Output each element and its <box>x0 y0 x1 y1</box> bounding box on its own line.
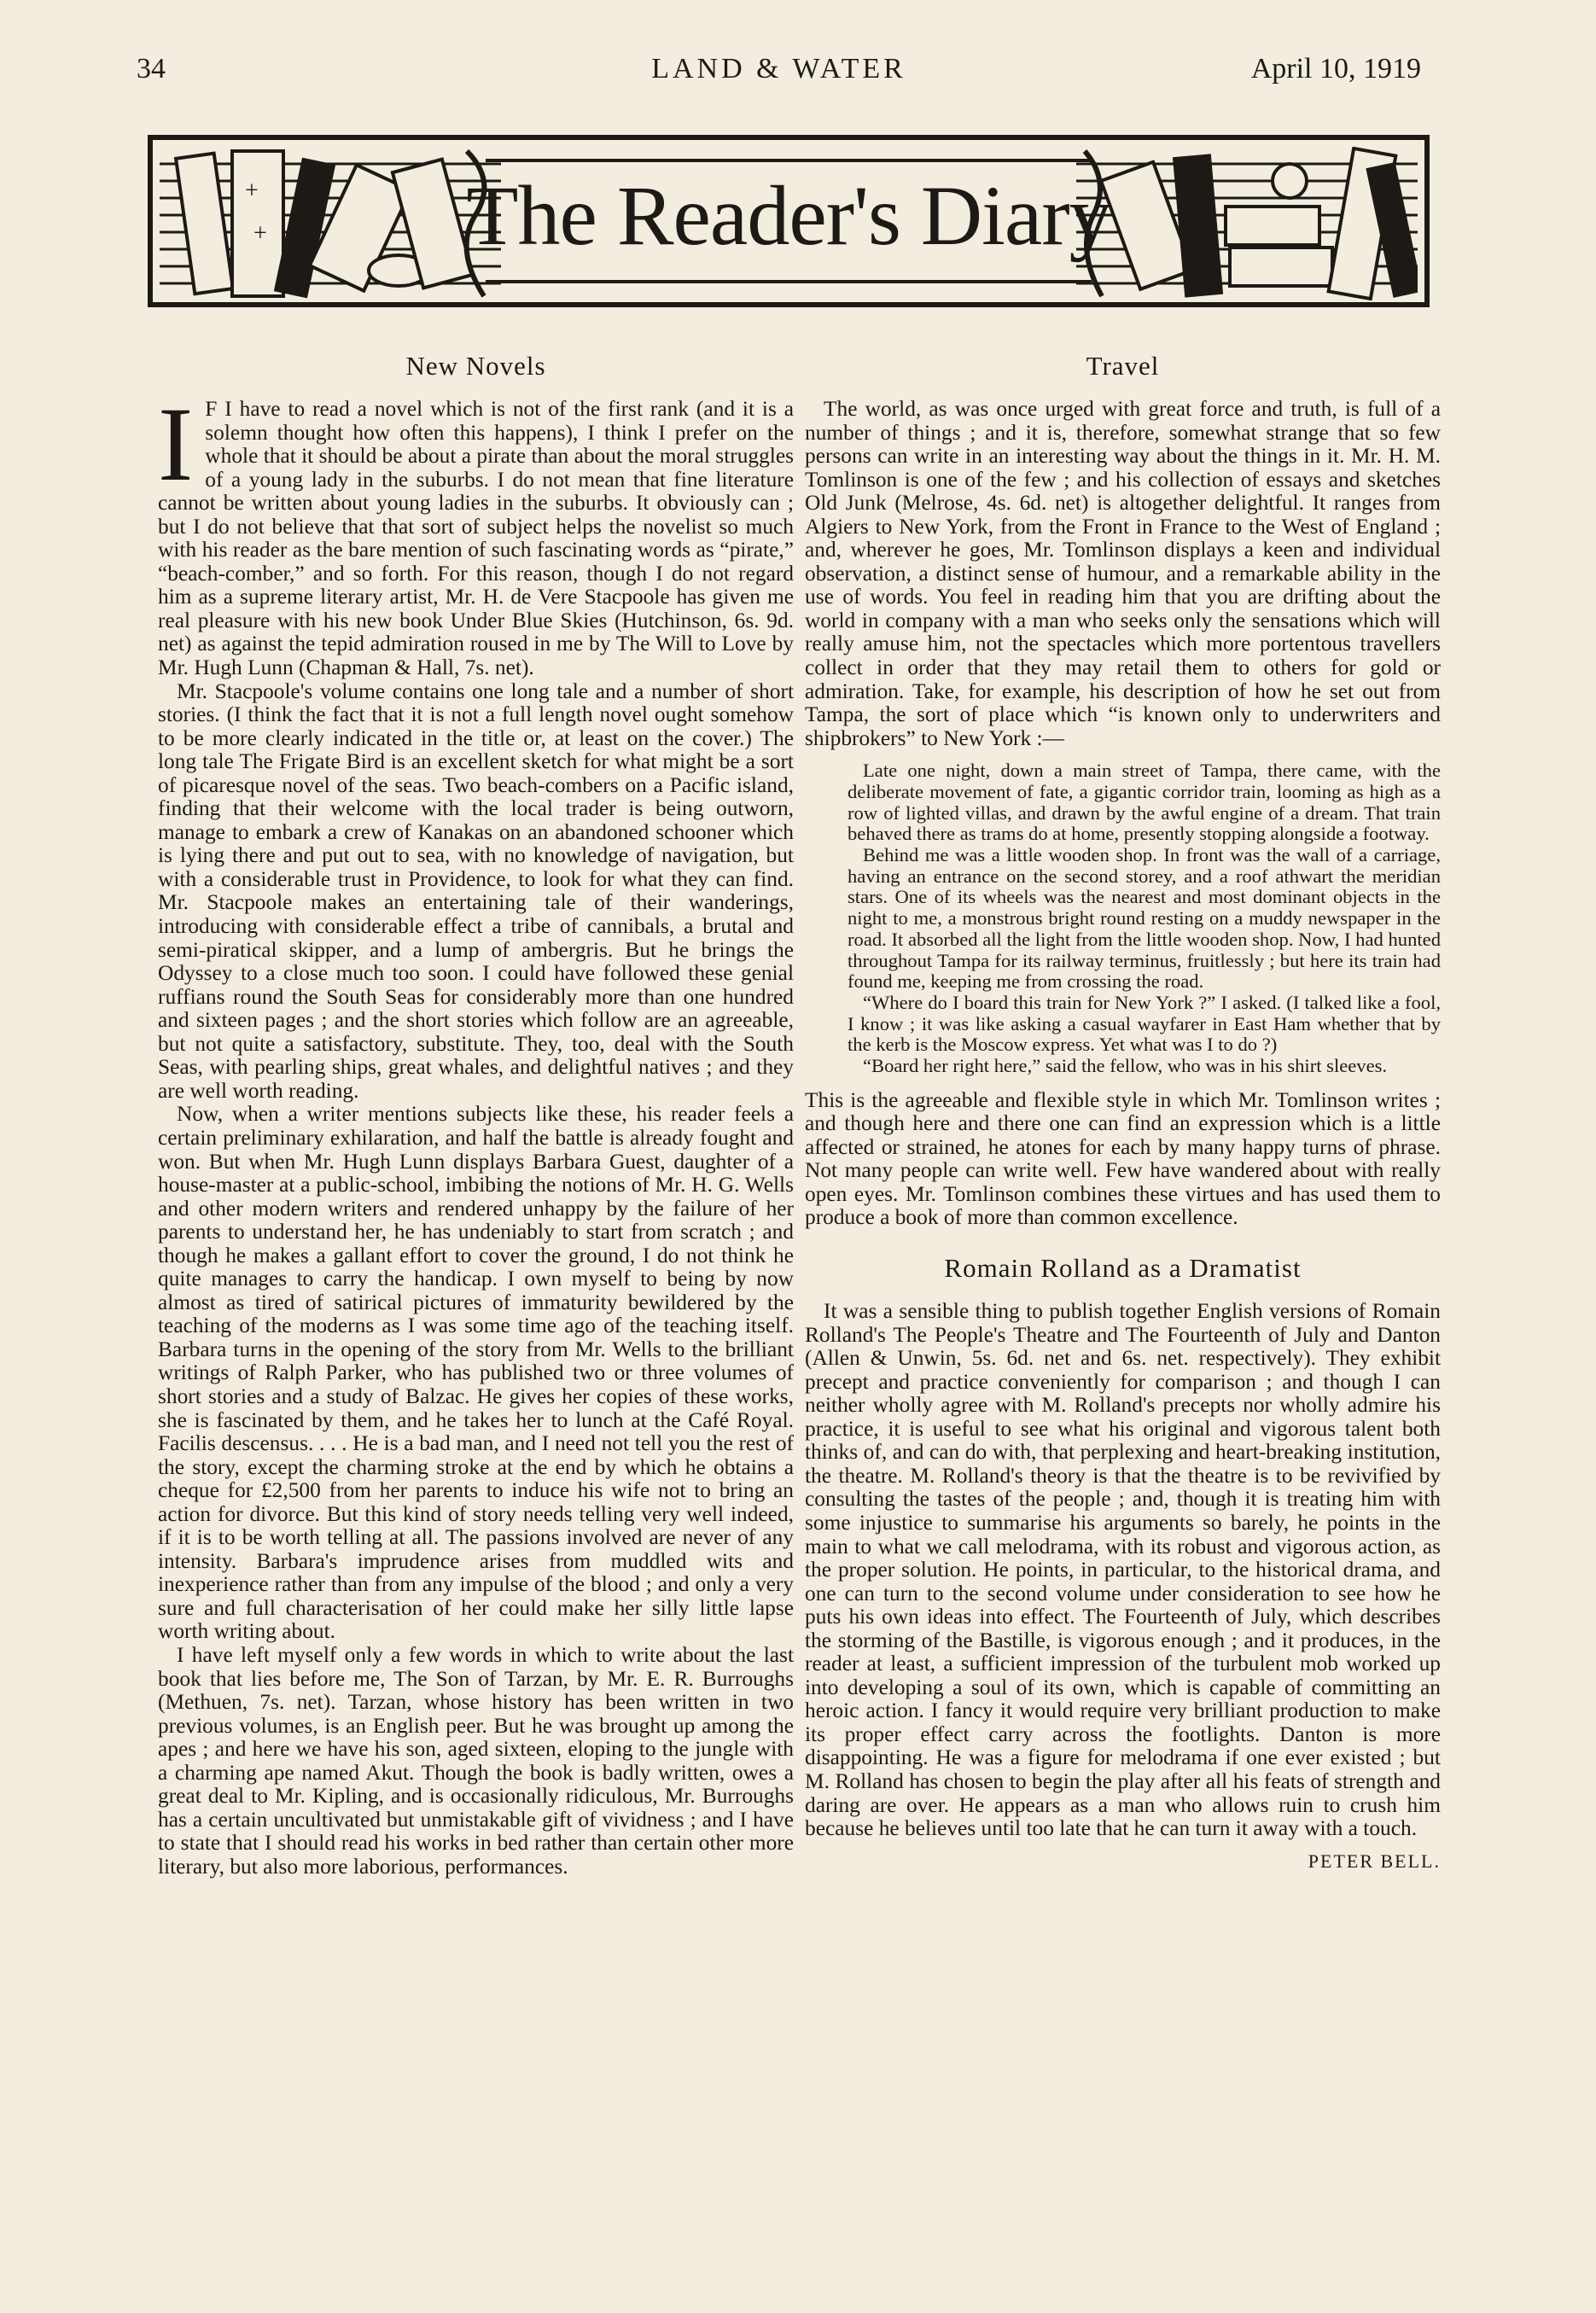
quote-paragraph: Late one night, down a main street of Tampa, there came, with the deliberate movement of fate, a gigantic corridor train, looming as high as a row of lighted villas, and drawn by the awful engine of a dream. That train behaved there as trams do at home, presently stopping alongside a footway. <box>848 760 1441 845</box>
section-heading-rolland: Romain Rolland as a Dramatist <box>944 1253 1302 1284</box>
tomlinson-quote <box>848 760 1441 1077</box>
bookshelf-scroll-icon <box>160 147 501 300</box>
article-paragraph: The world, as was once urged with great force and truth, is full of a number of things ; and it is, therefore, somewhat strange that so few persons can write in an interesting way about the things in it. Mr. H. M. Tomlinson is one of the few ; and his collection of essays and sketches Old Junk (Melrose, 4s. 6d. net) is altogether delightful. It ranges from Algiers to New York, from the Front in France to the West of England ; and, wherever he goes, Mr. Tomlinson displays a keen and individual observation, a distinct sense of humour, and a remarkable ability in the use of words. You feel in reading him that you are drifting about the world in company with a man who seeks only the sensations which will really amuse him, not the spectacles which more portentous travellers collect in order that they may retail them to others for gold or admiration. Take, for example, his description of how he set out from Tampa, the sort of place which “is known only to underwriters and shipbrokers” to New York :— <box>805 397 1441 750</box>
bookshelf-books-icon <box>1076 147 1418 300</box>
issue-date: April 10, 1919 <box>1250 53 1421 84</box>
article-paragraph: Now, when a writer mentions subjects like these, his reader feels a certain preliminary exhilaration, and half the battle is already fought and won. But when Mr. Hugh Lunn displays Barbara Guest, daughter of a house-master at a public-school, imbibing the notions of Mr. H. G. Wells and other modern writers and rendered unhappy by the failure of her parents to understand her, he has undeniably to start from scratch ; and though he makes a gallant effort to cover the ground, I do not think he quite manages to carry the handicap. I own myself to being by now almost as tired of satirical pictures of immaturity bewildered by the teaching of the moderns as I was some time ago of the teaching itself. Barbara turns in the opening of the story from Mr. Wells to the brilliant writings of Ralph Parker, who has published two or three volumes of short stories and a study of Balzac. He gives her copies of these works, she is fascinated by them, and he takes her to lunch at the Café Royal. Facilis descensus. . . . He is a bad man, and I need not tell you the rest of the story, except the charming stroke at the end by which he obtains a cheque for £2,500 from her parents to induce his wife not to bring an action for divorce. But this kind of story needs telling very well indeed, if it is to be worth telling at all. The passions involved are never of any intensity. Barbara's imprudence arises from muddled wits and inexperience rather than from any impulse of the blood ; and only a very sure and full characterisation of her could make her silly little lapse worth writing about. <box>158 1102 794 1644</box>
svg-text:+: + <box>253 220 267 247</box>
quote-paragraph: “Where do I board this train for New York ?” I asked. (I talked like a fool, I know ; it was like asking a casual wayfarer in East Ham whether that by the kerb is the Moscow express. Yet what was I to do ?) <box>848 991 1441 1056</box>
author-signature: PETER BELL. <box>1308 1850 1441 1872</box>
new-novels-column <box>158 350 794 1879</box>
section-heading-new-novels: New Novels <box>405 351 546 381</box>
journal-name: LAND & WATER <box>651 53 906 84</box>
article-paragraph: It was a sensible thing to publish together English versions of Romain Rolland's The People's Theatre and The Fourteenth of July and Danton (Allen & Unwin, 5s. 6d. net and 6s. net. respectively). They exhibit precept and practice conveniently for comparison ; and though I can neither wholly agree with M. Rolland's precepts nor wholly admire his practice, it is useful to see what his original and vigorous talent both thinks of, and can do with, that perplexing and heart-breaking institution, the theatre. M. Rolland's theory is that the theatre is to be revivified by consulting the tastes of the people ; and, though it is treating him with some injustice to summarise his arguments so barely, he points in the main to what we call melodrama, with its robust and vigorous action, as the proper solution. He points, in particular, to the historical drama, and one can turn to the second volume under consideration to see how he puts his own ideas into effect. The Fourteenth of July, which describes the storming of the Bastille, is vigorous enough ; and it produces, in the reader at least, a sufficient impression of the turbulent mob worked up into developing a soul of its own, which is capable of committing an heroic action. I fancy it would require very brilliant production to make its proper effect carry across the footlights. Danton is more disappointing. He was a figure for melodrama if one ever existed ; but M. Rolland has chosen to begin the play after all his feats of strength and daring are over. He appears as a man who allows ruin to crush him because he believes until too late that he can turn it away with a touch. <box>805 1299 1441 1841</box>
right-column <box>805 350 1441 1873</box>
quote-paragraph: Behind me was a little wooden shop. In front was the wall of a carriage, having an entrance on the second storey, and a roof athwart the meridian stars. One of its wheels was the nearest and most dominant objects in the night to me, a monstrous bright round resting on a muddy newspaper in the road. It absorbed all the light from the little wooden shop. Now, I had hunted throughout Tampa for its railway terminus, fruitlessly ; but here its train had found me, keeping me from crossing the road. <box>848 844 1441 993</box>
readers-diary-banner <box>148 135 1430 307</box>
article-paragraph: This is the agreeable and flexible style in which Mr. Tomlinson writes ; and though here and there one can find an expression which is a little affected or strained, he atones for each by many happy turns of phrase. Not many people can write well. Few have wandered about with really open eyes. Mr. Tomlinson combines these virtues and has used them to produce a book of more than common excellence. <box>805 1087 1441 1230</box>
running-head <box>137 53 1421 90</box>
section-heading-travel: Travel <box>1086 351 1160 381</box>
drop-cap: I <box>158 386 194 503</box>
article-paragraph: I have left myself only a few words in which to write about the last book that lies before me, The Son of Tarzan, by Mr. E. R. Burroughs (Methuen, 7s. net). Tarzan, whose history has been written in two previous volumes, is an English peer. But he was brought up among the apes ; and here we have his son, aged sixteen, eloping to the jungle with a charming ape named Akut. Though the book is badly written, owes a great deal to Mr. Kipling, and is occasionally ridiculous, Mr. Burroughs has a certain uncultivated but unmistakable gift of vividness ; and I have to state that I should read his works in bed rather than certain other more literary, but also more laborious, performances. <box>158 1642 794 1879</box>
page-title: The Reader's Diary <box>466 168 1111 263</box>
quote-paragraph: “Board her right here,” said the fellow, who was in his shirt sleeves. <box>863 1055 1388 1077</box>
title-scroll <box>466 159 1111 283</box>
article-paragraph: Mr. Stacpoole's volume contains one long tale and a number of short stories. (I think the fact that it is not a full length novel ought somehow to be more clearly indicated in the title or, at least on the cover.) The long tale The Frigate Bird is an excellent sketch for what might be a sort of picaresque novel of the seas. Two beach-combers on a Pacific island, finding that their welcome with the local trader is being outworn, manage to embark a crew of Kanakas on an abandoned schooner which is lying there and put out to sea, with no knowledge of navigation, but with a considerable trust in Providence, to look for what they can find. Mr. Stacpoole makes an entertaining tale of their wanderings, introducing with considerable effect a tribe of cannibals, a brutal and semi-piratical skipper, and a lump of ambergris. But he brings the Odyssey to a close much too soon. I could have followed these genial ruffians round the South Seas for considerably more than one hundred and sixteen pages ; and the short stories which follow are an agreeable, but not quite a satisfactory, substitute. They, too, deal with the South Seas, with pearling ships, great whales, and delightful natives ; and they are well worth reading. <box>158 679 794 1103</box>
svg-text:+: + <box>245 178 259 204</box>
page-number: 34 <box>137 53 166 84</box>
article-paragraph <box>158 386 794 680</box>
paragraph-text: F I have to read a novel which is not of the first rank (and it is a solemn thought how often this happens), I think I prefer on the whole that it should be about a pirate than about the moral struggles of a young lady in the suburbs. I do not mean that fine literature cannot be written about young ladies in the suburbs. It obviously can ; but I do not believe that that sort of subject helps the novelist so much with his reader as the bare mention of such fascinating words as “pirate,” “beach-comber,” and so forth. For this reason, though I do not regard him as a supreme literary artist, Mr. H. de Vere Stacpoole has given me real pleasure with his new book Under Blue Skies (Hutchinson, 6s. 9d. net) as against the tepid admiration roused in me by The Will to Love by Mr. Hugh Lunn (Chapman & Hall, 7s. net). <box>158 397 794 680</box>
